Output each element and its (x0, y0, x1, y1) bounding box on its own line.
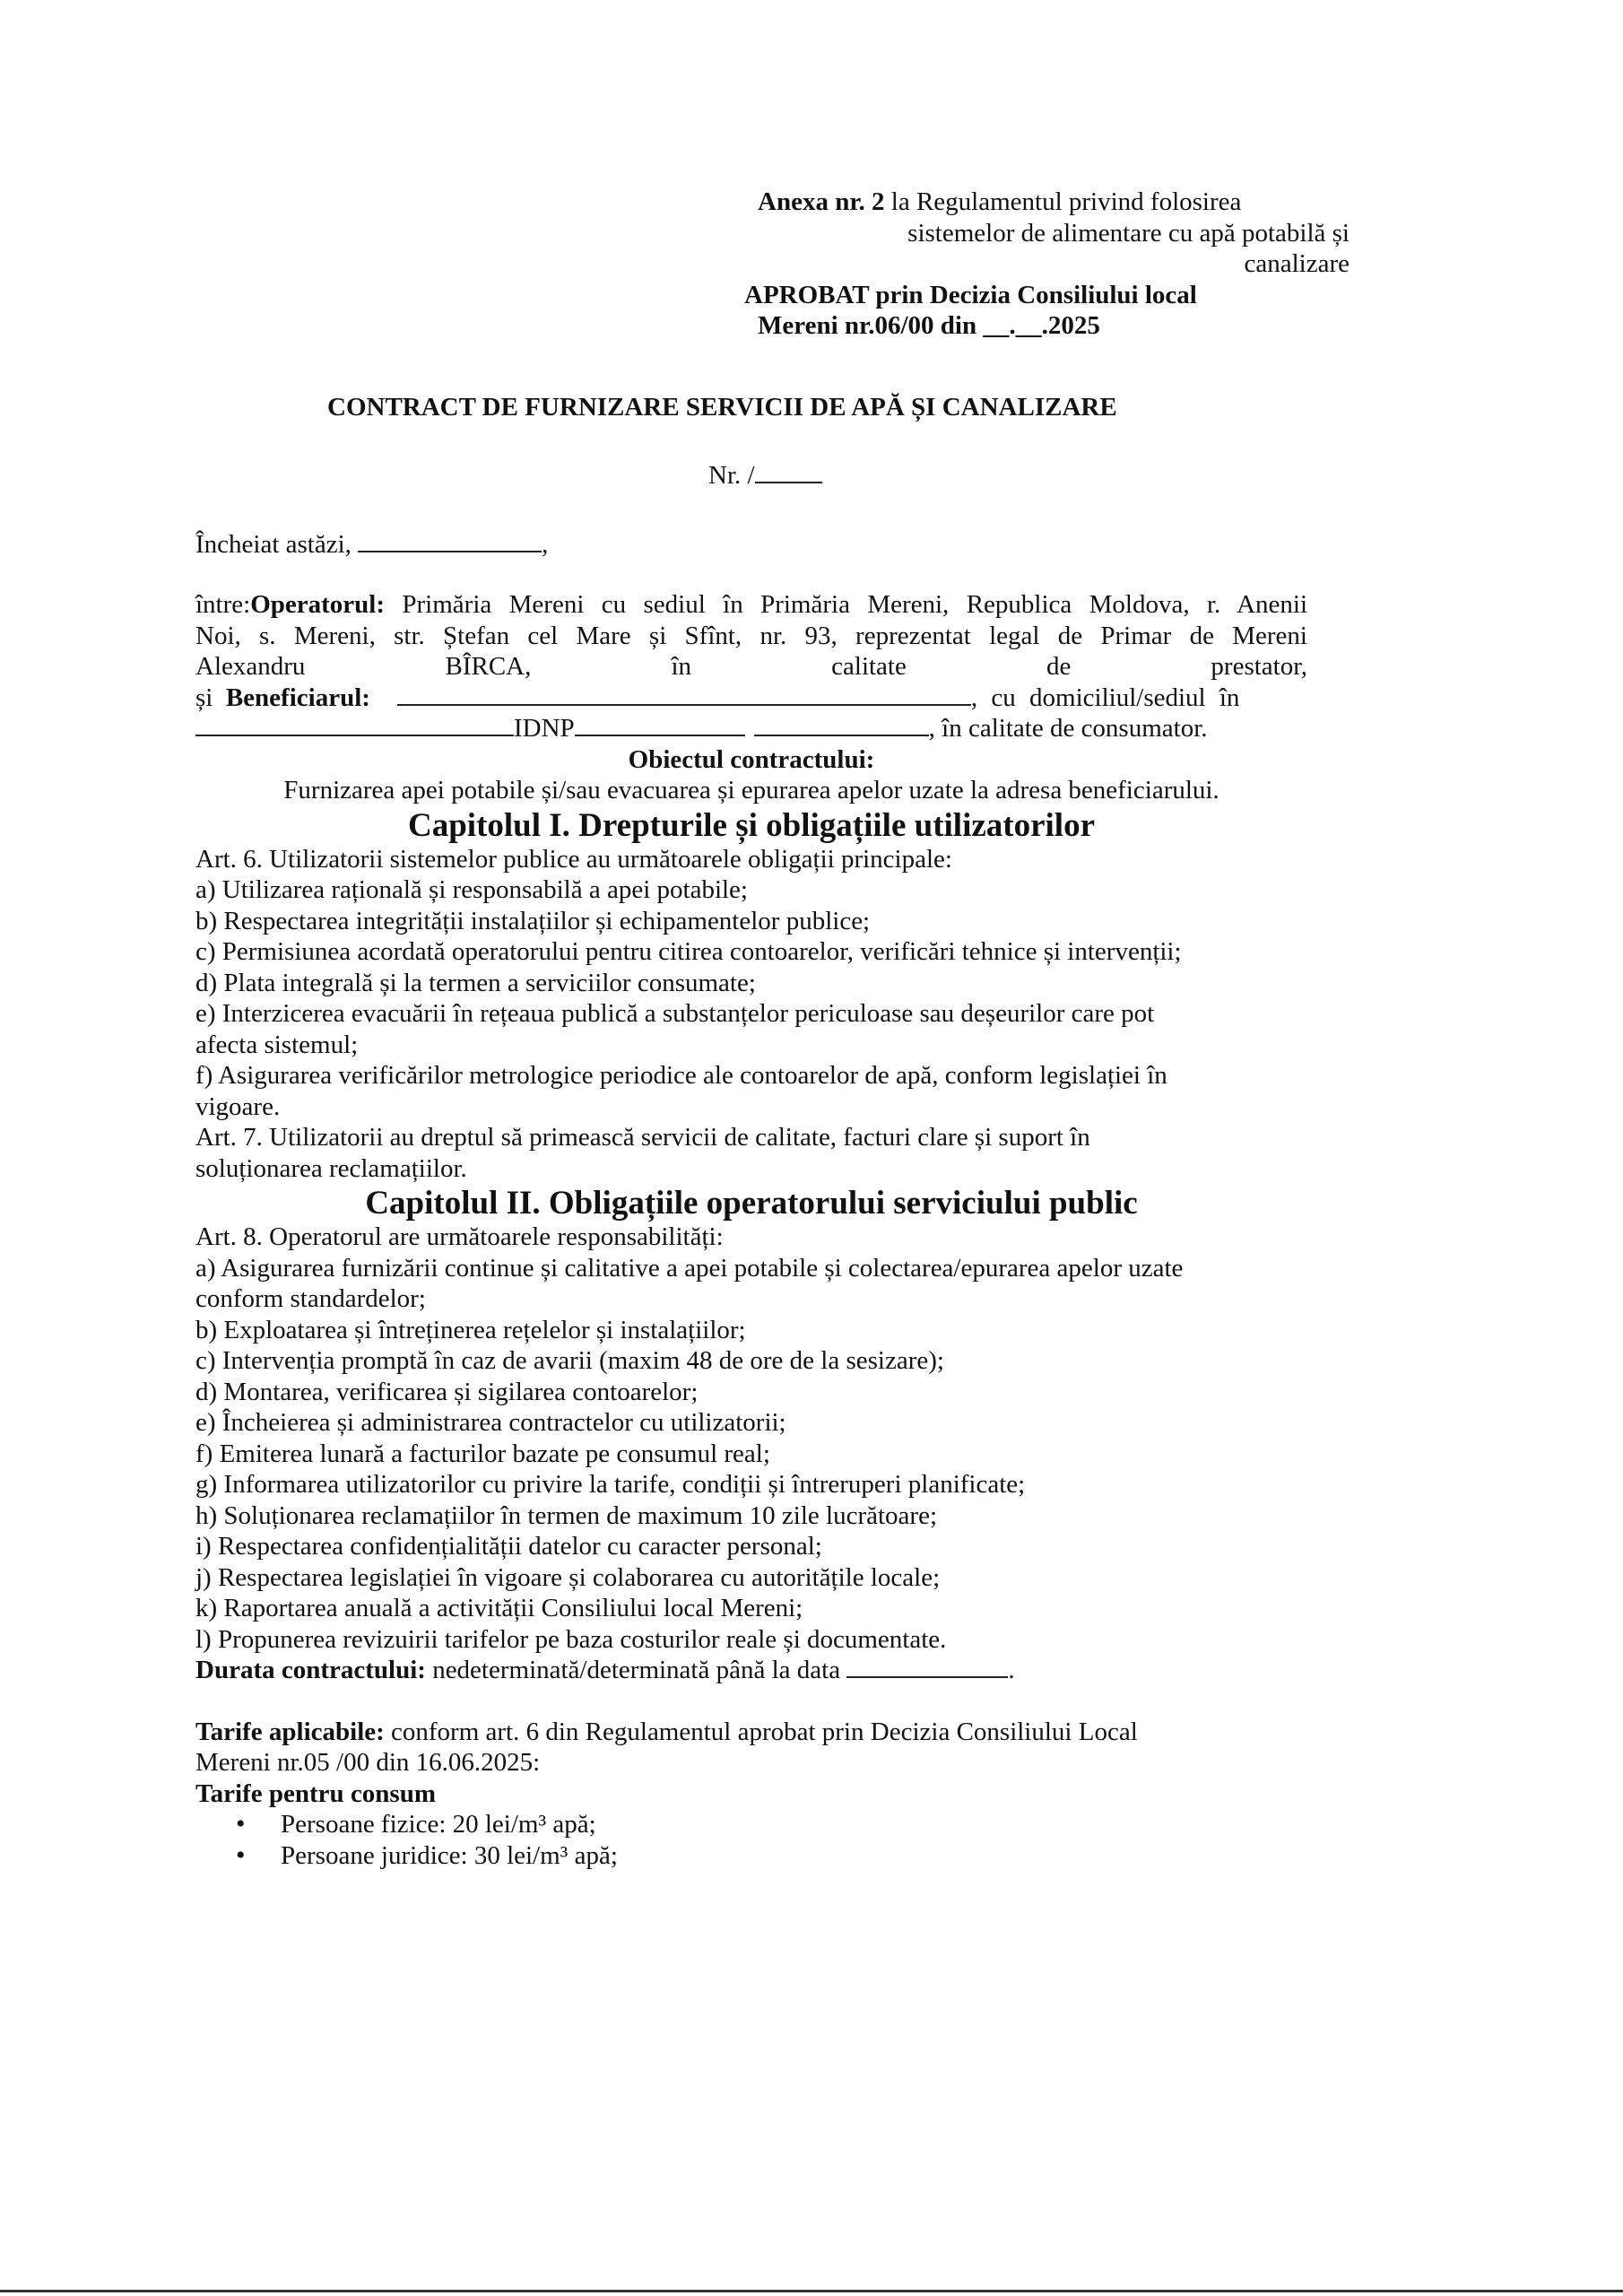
chapter-2-line: h) Soluționarea reclamațiilor în termen de maximum 10 zile lucrătoare; (195, 1500, 937, 1530)
chapter-1-line: afecta sistemul; (195, 1030, 359, 1059)
scan-edge-line (0, 2290, 1623, 2292)
chapter-1-line: b) Respectarea integrității instalațiilor și echipamentelor publice; (195, 906, 871, 935)
tariffs-line-1: Tarife aplicabile: conform art. 6 din Regulamentul aprobat prin Decizia Consiliului Local (195, 1717, 1138, 1746)
consumption-tariffs-heading: Tarife pentru consum (195, 1779, 436, 1808)
chapter-2-line: conform standardelor; (195, 1284, 426, 1313)
chapter-1-title: Capitolul I. Drepturile și obligațiile utilizatorilor (408, 806, 1095, 844)
idnp-blank-2 (754, 734, 929, 736)
parties-line-2: Noi, s. Mereni, str. Ștefan cel Mare și Sfînt, nr. 93, reprezentat legal de Primar de Mereni (195, 621, 1307, 650)
chapter-2-line: c) Intervenția promptă în caz de avarii (maxim 48 de ore de la sesizare); (195, 1346, 944, 1375)
annex-approval: APROBAT prin Decizia Consiliului local (744, 280, 1197, 309)
chapter-2-line: f) Emiterea lunară a facturilor bazate pe consumul real; (195, 1439, 770, 1468)
chapter-2-line: l) Propunerea revizuirii tarifelor pe baza costurilor reale și documentate. (195, 1624, 947, 1654)
chapter-1-line: Art. 7. Utilizatorii au dreptul să primească servicii de calitate, facturi clare și suport în (195, 1123, 1090, 1152)
annex-line-1: Anexa nr. 2 la Regulamentul privind folosirea (758, 187, 1242, 216)
parties-line-3: Alexandru BÎRCA, în calitate de prestator, (195, 652, 1307, 681)
chapter-2-line: d) Montarea, verificarea și sigilarea contoarelor; (195, 1377, 699, 1406)
chapter-1-line: c) Permisiunea acordată operatorului pentru citirea contoarelor, verificări tehnice și intervenții; (195, 937, 1182, 966)
chapter-2-line: k) Raportarea anuală a activității Consiliului local Mereni; (195, 1594, 803, 1622)
chapter-2-line: b) Exploatarea și întreținerea rețelelor și instalațiilor; (195, 1315, 746, 1344)
concluded-date: Încheiat astăzi, , (195, 530, 549, 559)
beneficiary-blank (397, 703, 971, 706)
list-item: • Persoane juridice: 30 lei/m³ apă; (236, 1840, 1307, 1872)
parties-line-5: IDNP , în calitate de consumator. (195, 713, 1307, 744)
chapter-2-line: a) Asigurarea furnizării continue și calitative a apei potabile și colectarea/epurarea apelor uzate (195, 1253, 1184, 1283)
chapter-2-line: Art. 8. Operatorul are următoarele responsabilități: (195, 1222, 724, 1251)
chapter-1-line: vigoare. (195, 1091, 281, 1121)
chapter-1-line: soluționarea reclamațiilor. (195, 1153, 467, 1183)
annex-line-3: canalizare (1244, 249, 1350, 278)
number-blank (755, 481, 822, 483)
chapter-2-content (195, 1222, 1307, 1655)
chapter-1-line: f) Asigurarea verificărilor metrologice periodice ale contoarelor de apă, conform legislației în (195, 1061, 1167, 1090)
annex-header (722, 187, 1350, 342)
chapter-2-line: j) Respectarea legislației în vigoare și colaborarea cu autoritățile locale; (195, 1562, 941, 1592)
date-blank (358, 550, 542, 552)
chapter-2-title: Capitolul II. Obligațiile operatorului serviciului public (365, 1185, 1138, 1222)
chapter-1-line: Art. 6. Utilizatorii sistemelor publice au următoarele obligații principale: (195, 844, 952, 874)
contract-duration: Durata contractului: nedeterminată/determinată până la data . (195, 1656, 1015, 1684)
parties-line-4: și Beneficiarul: , cu domiciliul/sediul în (195, 683, 1240, 712)
annex-decision: Mereni nr.06/00 din __.__.2025 (758, 311, 1100, 340)
tariffs-line-2: Mereni nr.05 /00 din 16.06.2025: (195, 1748, 541, 1777)
chapter-1-content (195, 844, 1307, 1185)
contract-body (195, 589, 1307, 1871)
list-item: • Persoane fizice: 20 lei/m³ apă; (236, 1809, 1307, 1840)
tariff-list (195, 1809, 1307, 1871)
chapter-1-line: a) Utilizarea rațională și responsabilă a apei potabile; (195, 875, 748, 904)
object-heading: Obiectul contractului: (628, 744, 875, 774)
idnp-blank (575, 734, 745, 736)
duration-blank (846, 1675, 1008, 1678)
contract-title: CONTRACT DE FURNIZARE SERVICII DE APĂ ȘI CANALIZARE (327, 393, 1117, 422)
object-text: Furnizarea apei potabile și/sau evacuarea și epurarea apelor uzate la adresa beneficiarului. (283, 776, 1219, 804)
contract-number: Nr. / (708, 460, 822, 491)
chapter-1-line: e) Interzicerea evacuării în rețeaua publică a substanțelor periculoase sau deșeurilor care pot (195, 999, 1155, 1028)
chapter-1-line: d) Plata integrală și la termen a serviciilor consumate; (195, 968, 756, 997)
address-blank (195, 734, 514, 736)
chapter-2-line: e) Încheierea și administrarea contractelor cu utilizatorii; (195, 1408, 786, 1437)
parties-line-1: între:Operatorul: Primăria Mereni cu sediul în Primăria Mereni, Republica Moldova, r. Anenii (195, 590, 1307, 619)
annex-line-2: sistemelor de alimentare cu apă potabilă și (907, 218, 1350, 248)
chapter-2-line: g) Informarea utilizatorilor cu privire la tarife, condiții și întreruperi planificate; (195, 1470, 1026, 1499)
chapter-2-line: i) Respectarea confidențialității datelor cu caracter personal; (195, 1532, 822, 1561)
